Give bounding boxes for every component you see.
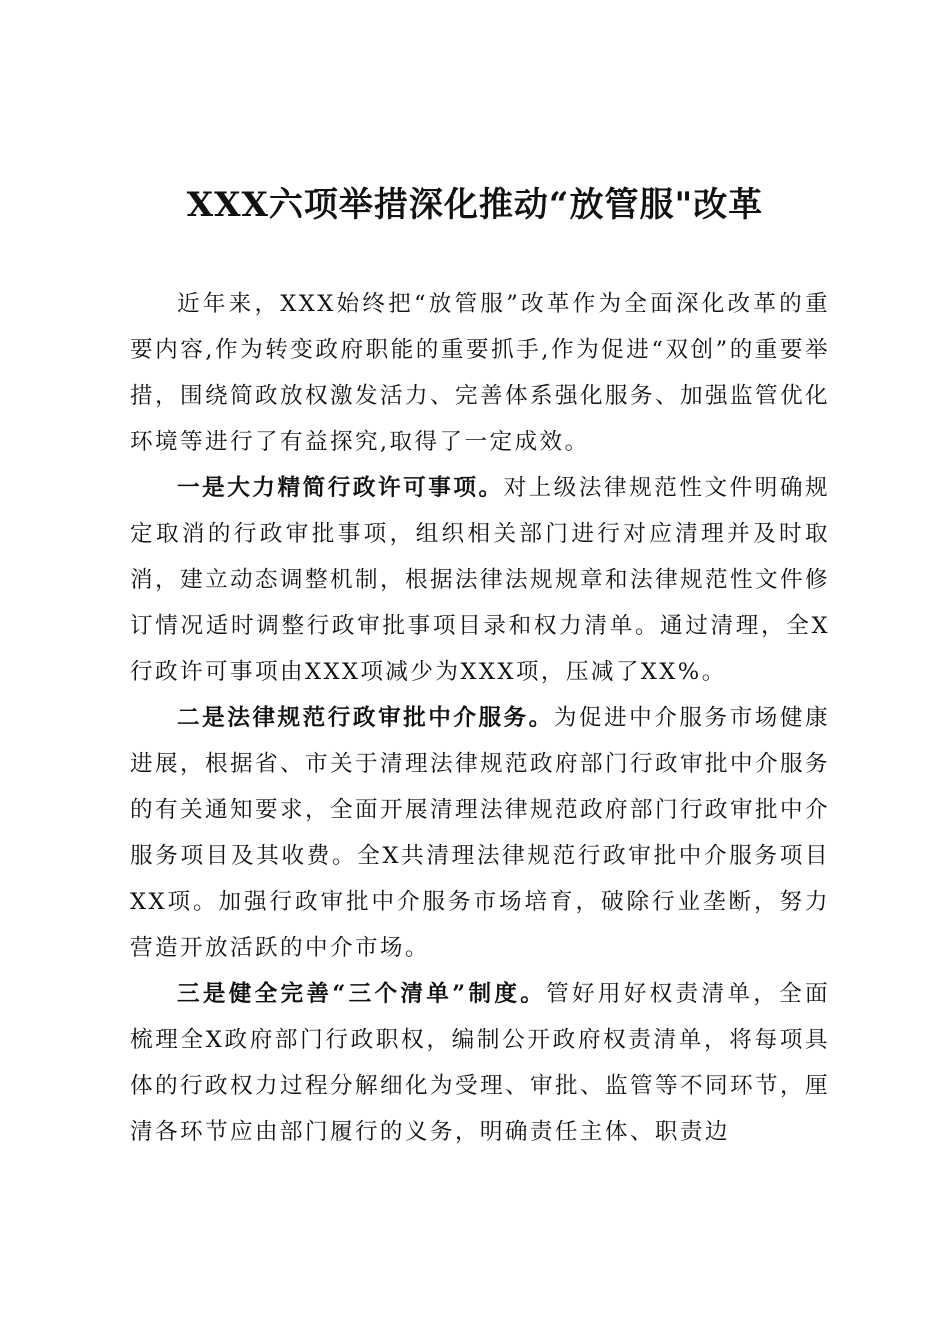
paragraph-text: 对上级法律规范性文件明确规定取消的行政审批事项，组织相关部门进行对应清理并及时取消，建立动态调整机制，根据法律法规规章和法律规范性文件修订情况适时调整行政审批事项目录和权力清单。通过清理，全X行政许可事项由XXX项减少为XXX项，压减了XX%。: [130, 475, 830, 685]
measure-paragraph-1: [130, 465, 830, 695]
paragraph-lead: 一是大力精简行政许可事项。: [177, 475, 504, 501]
document-body: [130, 281, 830, 1155]
paragraph-lead: 三是健全完善“三个清单”制度。: [177, 981, 547, 1007]
measure-paragraph-3: [130, 971, 830, 1155]
document-title: XXX六项举措深化推动“放管服"改革: [186, 185, 764, 225]
paragraph-text: 管好用好权责清单，全面梳理全X政府部门行政职权，编制公开政府权责清单，将每项具体的行政权力过程分解细化为受理、审批、监管等不同环节，厘清各环节应由部门履行的义务，明确责任主体、职责边: [130, 981, 830, 1145]
paragraph-lead: 二是法律规范行政审批中介服务。: [177, 705, 554, 731]
paragraph-text: 近年来，XXX始终把“放管服”改革作为全面深化改革的重要内容,作为转变政府职能的重要抓手,作为促进“双创”的重要举措，围绕简政放权激发活力、完善体系强化服务、加强监管优化环境等进行了有益探究,取得了一定成效。: [130, 291, 830, 455]
intro-paragraph: [130, 281, 830, 465]
measure-paragraph-2: [130, 695, 830, 971]
paragraph-text: 为促进中介服务市场健康进展，根据省、市关于清理法律规范政府部门行政审批中介服务的有关通知要求，全面开展清理法律规范政府部门行政审批中介服务项目及其收费。全X共清理法律规范行政审批中介服务项目XX项。加强行政审批中介服务市场培育，破除行业垄断，努力营造开放活跃的中介市场。: [130, 705, 831, 961]
